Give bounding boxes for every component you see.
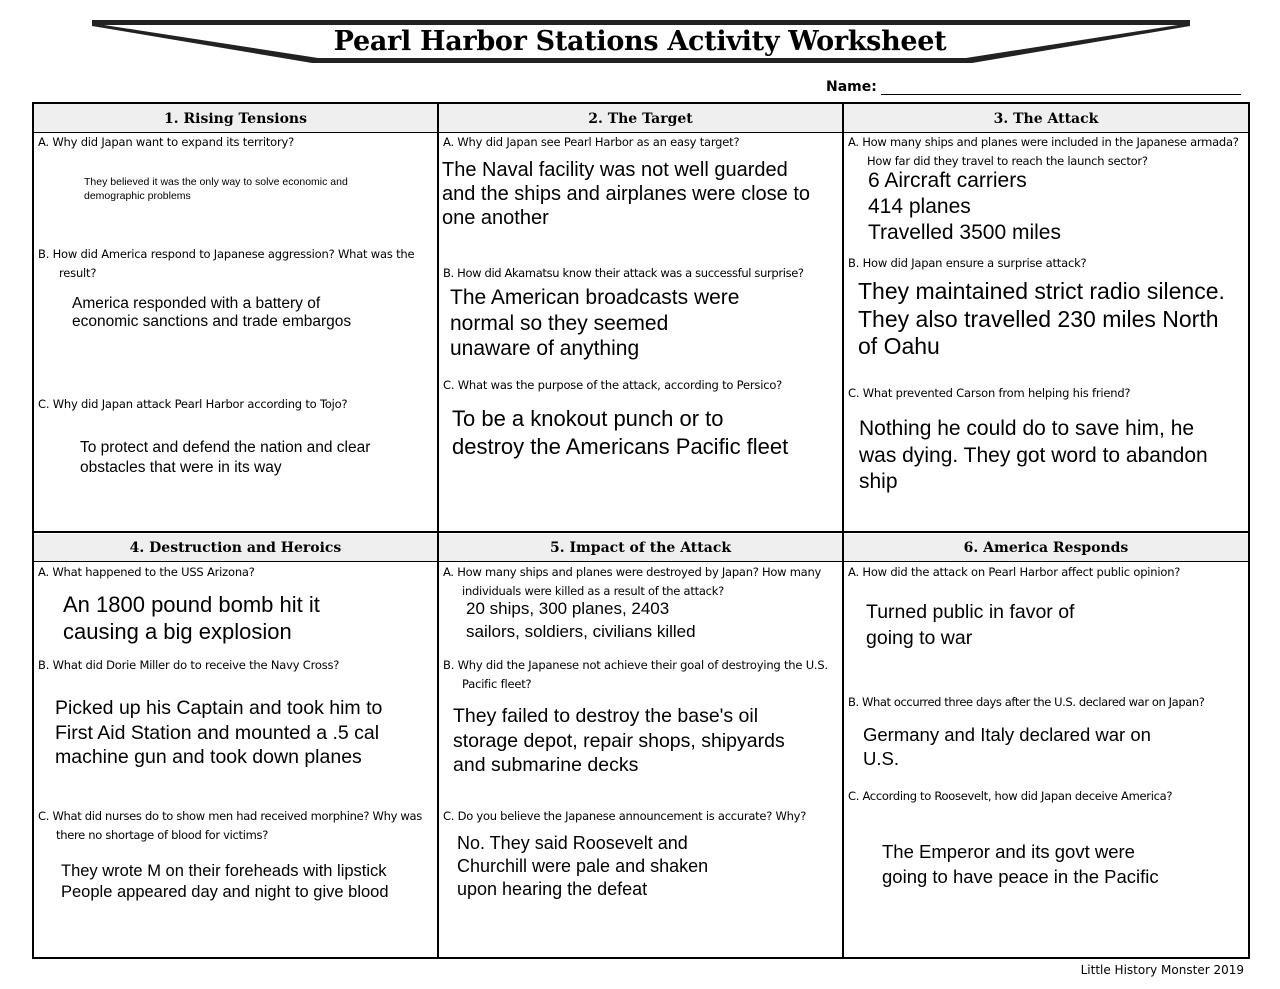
answer-text: The Emperor and its govt were going to have peace in the Pacific: [882, 841, 1159, 887]
question-text: C. Do you believe the Japanese announcement is accurate? Why?: [443, 809, 807, 823]
answer-text: [61, 861, 421, 903]
answer-text: An 1800 pound bomb hit it causing a big explosion: [63, 592, 320, 644]
name-field[interactable]: [826, 79, 1241, 95]
question-text: A. How many ships and planes were included in the Japanese armada? How far did they travel to reach the launch sector?: [848, 135, 1239, 168]
answer-text: [868, 168, 1208, 246]
station-heading: 3. The Attack: [993, 111, 1099, 127]
answer-line: 6 Aircraft carriers: [868, 169, 1027, 192]
answer-line: People appeared day and night to give blood: [61, 883, 389, 901]
answer-text: Nothing he could do to save him, he was dying. They got word to abandon ship: [859, 417, 1208, 493]
answer-text: 20 ships, 300 planes, 2403 sailors, soldiers, civilians killed: [466, 599, 696, 641]
station-heading: 6. America Responds: [963, 540, 1129, 556]
answer-text: Picked up his Captain and took him to First Aid Station and mounted a .5 cal machine gun and took down planes: [55, 697, 383, 768]
station-heading: 1. Rising Tensions: [164, 111, 307, 127]
station-heading: 2. The Target: [588, 111, 693, 127]
question-text: C. What was the purpose of the attack, according to Persico?: [443, 378, 783, 392]
question-text: C. According to Roosevelt, how did Japan deceive America?: [848, 789, 1173, 803]
question-text: A. How many ships and planes were destroyed by Japan? How many individuals were killed as a result of the attack?: [443, 565, 822, 598]
stations-grid: [32, 102, 1250, 959]
answer-text: To protect and defend the nation and clear obstacles that were in its way: [80, 439, 371, 476]
answer-line: Travelled 3500 miles: [868, 221, 1061, 244]
station-heading: 5. Impact of the Attack: [549, 540, 732, 556]
answer-text: America responded with a battery of economic sanctions and trade embargos: [72, 295, 352, 330]
answer-text: The American broadcasts were normal so they seemed unaware of anything: [450, 286, 740, 360]
name-blank[interactable]: [881, 81, 1241, 95]
answer-text: They believed it was the only way to solve economic and demographic problems: [84, 176, 348, 202]
name-label: Name:: [826, 79, 877, 95]
question-text: B. What occurred three days after the U.S. declared war on Japan?: [848, 695, 1205, 709]
answer-line: 414 planes: [868, 195, 971, 218]
question-text: C. What prevented Carson from helping his friend?: [848, 386, 1131, 400]
question-text: B. How did Japan ensure a surprise attack?: [848, 256, 1087, 270]
question-text: B. What did Dorie Miller do to receive the Navy Cross?: [38, 658, 340, 672]
question-text: B. Why did the Japanese not achieve their goal of destroying the U.S. Pacific fleet?: [443, 658, 828, 691]
answer-text: Germany and Italy declared war on U.S.: [863, 724, 1151, 769]
question-text: C. What did nurses do to show men had received morphine? Why was there no shortage of blood for victims?: [38, 809, 422, 842]
row-divider: [34, 531, 1248, 533]
answer-text: No. They said Roosevelt and Churchill were pale and shaken upon hearing the defeat: [457, 833, 709, 899]
footer-credit: Little History Monster 2019: [1080, 963, 1244, 977]
question-text: A. Why did Japan want to expand its territory?: [38, 135, 295, 149]
question-text: B. How did America respond to Japanese aggression? What was the result?: [38, 247, 415, 280]
answer-text: Turned public in favor of going to war: [866, 601, 1075, 649]
question-text: B. How did Akamatsu know their attack was a successful surprise?: [443, 266, 804, 280]
answer-text: They failed to destroy the base's oil storage depot, repair shops, shipyards and submarine decks: [453, 705, 785, 776]
row-divider: [34, 561, 1248, 562]
answer-line: They wrote M on their foreheads with lipstick: [61, 862, 387, 880]
answer-text: The Naval facility was not well guarded and the ships and airplanes were close to one another: [442, 159, 811, 229]
question-text: A. What happened to the USS Arizona?: [38, 565, 255, 579]
question-text: A. How did the attack on Pearl Harbor affect public opinion?: [848, 565, 1181, 579]
question-text: A. Why did Japan see Pearl Harbor as an easy target?: [443, 135, 740, 149]
worksheet-title: Pearl Harbor Stations Activity Worksheet: [333, 26, 947, 57]
station-heading: 4. Destruction and Heroics: [129, 540, 342, 556]
answer-text: They maintained strict radio silence. They also travelled 230 miles North of Oahu: [858, 278, 1225, 359]
question-text: C. Why did Japan attack Pearl Harbor according to Tojo?: [38, 397, 348, 411]
answer-text: To be a knokout punch or to destroy the Americans Pacific fleet: [452, 406, 789, 459]
